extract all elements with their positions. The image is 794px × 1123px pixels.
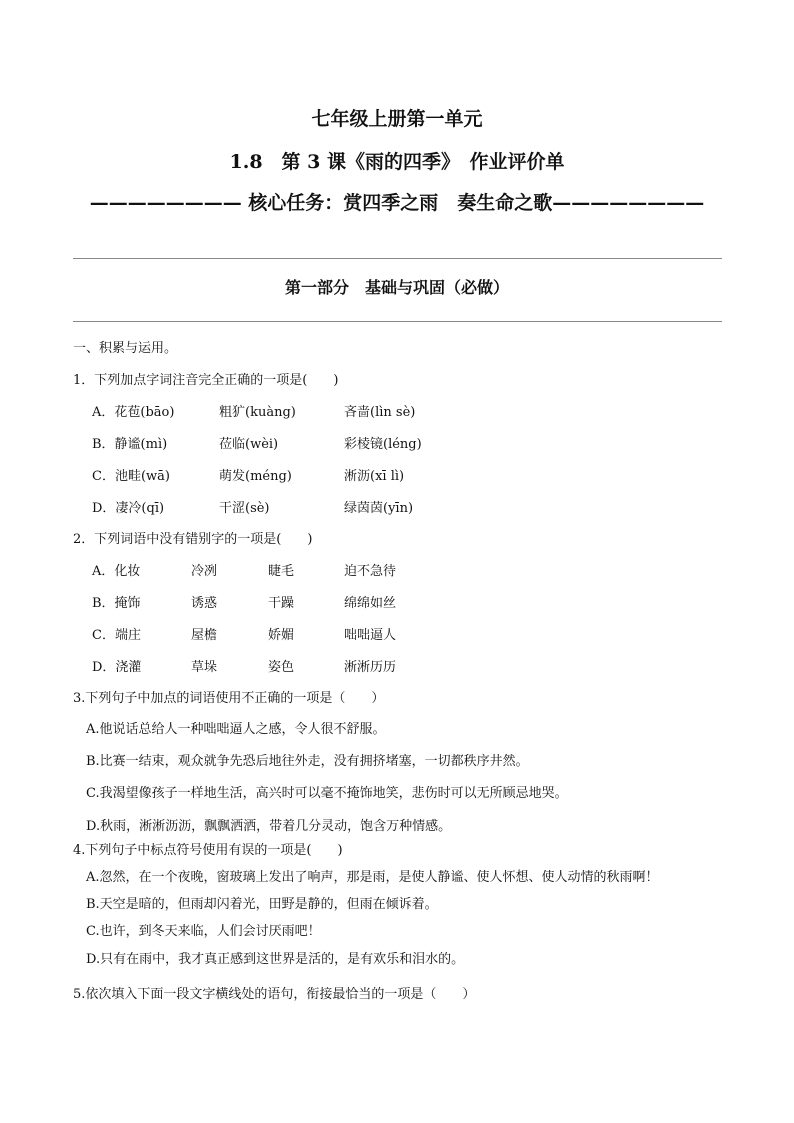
q2-option-a-3: 睫毛 [268, 564, 295, 579]
q1-option-b-2: 莅临(wèi) [219, 437, 279, 452]
q2-option-d-4: 淅淅历历 [344, 660, 397, 675]
q3-option-b: B.比赛一结束，观众就争先恐后地往外走，没有拥挤堵塞，一切都秩序井然。 [86, 754, 529, 769]
part1-title: 第一部分 基础与巩固（必做） [284, 278, 509, 297]
question-1-stem: 1．下列加点字词注音完全正确的一项是( ) [73, 373, 339, 388]
q4-option-c: C.也许，到冬天来临，人们会讨厌雨吧！ [86, 924, 321, 939]
q3-option-c: C.我渴望像孩子一样地生活，高兴时可以毫不掩饰地笑，悲伤时可以无所顾忌地哭。 [86, 786, 568, 801]
q1-option-d-1: D．凄冷(qī) [92, 501, 165, 516]
q2-option-b-2: 诱惑 [191, 596, 218, 611]
q2-option-c-1: C．端庄 [92, 628, 141, 643]
q1-option-d-3: 绿茵茵(yīn) [344, 501, 414, 516]
q4-option-d: D.只有在雨中，我才真正感到这世界是活的，是有欢乐和泪水的。 [86, 952, 465, 967]
q2-option-d-1: D．浇灌 [92, 660, 142, 675]
q2-option-a-4: 迫不急待 [344, 564, 397, 579]
q1-option-a-3: 吝啬(lìn sè) [344, 405, 416, 420]
q2-option-d-2: 草垛 [191, 660, 218, 675]
q2-option-d-3: 姿色 [268, 660, 295, 675]
divider-bottom [73, 321, 722, 322]
question-4-stem: 4.下列句子中标点符号使用有误的一项是( ) [73, 843, 343, 858]
q1-option-a-1: A．花苞(bāo) [92, 405, 175, 420]
q1-option-c-2: 萌发(méng) [219, 469, 292, 484]
q3-option-a: A.他说话总给人一种咄咄逼人之感，令人很不舒服。 [86, 722, 386, 737]
section-heading: 一、积累与运用。 [73, 341, 178, 356]
q1-option-d-2: 干涩(sè) [219, 501, 270, 516]
q1-option-b-1: B．静谧(mì) [92, 437, 168, 452]
q2-option-a-1: A．化妆 [92, 564, 141, 579]
divider-top [73, 258, 722, 259]
q2-option-c-2: 屋檐 [191, 628, 218, 643]
q1-option-c-1: C．池畦(wā) [92, 469, 170, 484]
q2-option-b-3: 干躁 [268, 596, 295, 611]
question-3-stem: 3.下列句子中加点的词语使用不正确的一项是（ ） [73, 691, 385, 706]
q2-option-b-4: 绵绵如丝 [344, 596, 397, 611]
q1-option-a-2: 粗犷(kuàng) [219, 405, 296, 420]
q1-option-c-3: 淅沥(xī lì) [344, 469, 405, 484]
question-5-stem: 5.依次填入下面一段文字横线处的语句，衔接最恰当的一项是（ ） [73, 987, 476, 1002]
q2-option-b-1: B．掩饰 [92, 596, 141, 611]
q4-option-b: B.天空是暗的，但雨却闪着光，田野是静的，但雨在倾诉着。 [86, 897, 438, 912]
q2-option-a-2: 冷冽 [191, 564, 218, 579]
question-2-stem: 2．下列词语中没有错别字的一项是( ) [73, 532, 313, 547]
q3-option-d: D.秋雨，淅淅沥沥，飘飘洒洒，带着几分灵动，饱含万种情感。 [86, 819, 452, 834]
core-task-line: ———————— 核心任务：赏四季之雨 奏生命之歌———————— [89, 192, 705, 214]
q2-option-c-4: 咄咄逼人 [344, 628, 397, 643]
q2-option-c-3: 娇媚 [268, 628, 295, 643]
unit-title: 七年级上册第一单元 [311, 108, 483, 130]
q1-option-b-3: 彩棱镜(léng) [344, 437, 422, 452]
q4-option-a: A.忽然，在一个夜晚，窗玻璃上发出了响声，那是雨，是使人静谧、使人怀想、使人动情的秋雨啊！ [86, 870, 659, 885]
lesson-title: 1.8 第 3 课《雨的四季》 作业评价单 [229, 151, 565, 173]
